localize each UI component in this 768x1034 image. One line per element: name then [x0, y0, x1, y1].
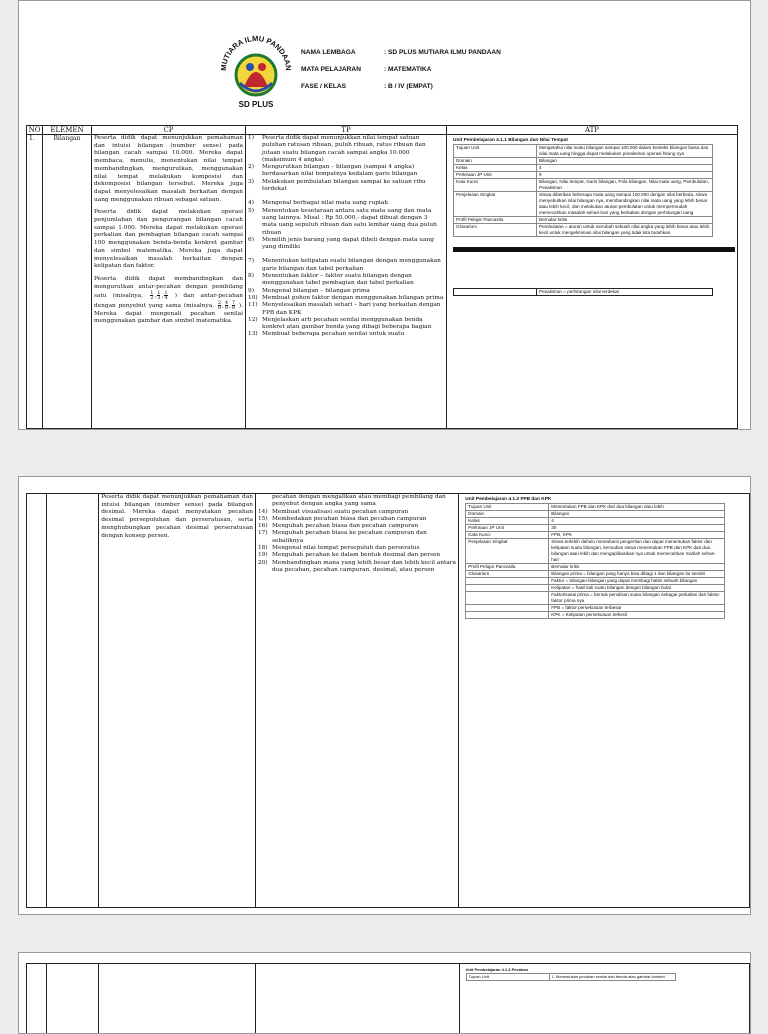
header-row-mapel — [301, 66, 501, 83]
tp-item-number: 9) — [248, 287, 254, 294]
tp-item — [248, 317, 444, 332]
page-2 — [18, 476, 751, 915]
tp-item — [258, 516, 456, 523]
unit-title: Unit Pembelajaran 4.1.1 Bilangan dan Nilai Tempat — [453, 138, 568, 143]
atp-row — [466, 511, 725, 518]
cp-cell — [92, 135, 246, 429]
tp-item — [248, 302, 444, 317]
atp-key: Tujuan Unit — [466, 504, 549, 511]
cp-paragraph: Peserta didik dapat menunjukkan pemahaman dan intuisi bilangan (number sense) pada bilangan cacah sampai 10.000. Mereka dapat membaca, menulis, menentukan nilai tempat membandingkan, mengurutkan, menggunakan nilai tempat melakukan komposisi dan dekomposisi bilangan tersebut. Mereka juga dapat menyelesaikan masalah berkaitan dengan uang menggunakan ribuan sebagai satuan. — [94, 135, 243, 203]
page-3 — [18, 952, 751, 1034]
tp-item — [248, 237, 444, 252]
atp-key: Kata Kunci — [454, 179, 537, 192]
col-header-atp: ATP — [447, 126, 738, 135]
tp-item-text: Mengenal berbagai nilai mata uang rupiah — [262, 200, 388, 207]
atp-value: 9 — [537, 172, 713, 179]
atp-extra-table — [453, 288, 713, 296]
header-value: : B / IV (EMPAT) — [384, 83, 433, 90]
atp-row — [454, 145, 713, 158]
atp-row — [454, 179, 713, 192]
elemen-cell-empty — [46, 494, 98, 908]
tp-item — [258, 560, 456, 575]
atp-key: Perkiraan JP Unit — [466, 525, 549, 532]
tp-item-text: Mengubah pecahan biasa dan pecahan campuran — [271, 523, 419, 530]
atp-value: 30 — [549, 525, 725, 532]
atp-key: Profil Pelajar Pancasila — [454, 217, 537, 224]
atp-row — [454, 158, 713, 165]
tp-item-text: Memilih jenis barang yang dapat dibeli dengan mata uang yang dimiliki — [262, 236, 434, 251]
atp-extra-value: Penaksiran = perhitungan nilai terdekat — [537, 289, 713, 296]
fraction: $\frac{2}{8}$ — [217, 300, 222, 312]
atp-key: Kelas — [466, 518, 549, 525]
atp-key: Kelas — [454, 165, 537, 172]
cp-paragraph-fractions: Peserta didik dapat membandingkan dan mengurutkan antar-pecahan dengan pembilang satu (misalnya, $\frac{1}{2}$ , $\frac{1}{3}$ , $\frac{1}{4}$ ) dan antar-pecahan dengan penyebut yang sama (misalnya, $\frac{2}{8}$ , $\frac{4}{8}$ , $\frac{7}{8}$ ). Mereka dapat mengenali pecahan senilai menggunakan gambar dan simbol matematika. — [94, 275, 244, 325]
atp-key: Profil Pelajar Pancasila — [466, 564, 549, 571]
tp-item — [248, 295, 444, 302]
tp-item — [248, 200, 444, 207]
atp-row — [466, 532, 725, 539]
tp-item-number: 6) — [248, 236, 254, 243]
tp-spacer — [248, 251, 444, 258]
tp-item-number — [258, 494, 272, 509]
tp-cell — [246, 135, 447, 429]
elemen-cell: Bilangan — [43, 135, 92, 429]
atp-key: Glosarium — [454, 224, 537, 237]
tp-item — [248, 288, 444, 295]
atp-row — [466, 612, 725, 619]
tp-item — [258, 494, 456, 509]
atp-value: Siswa diberikan beberapa mata uang sampai 100.000 dengan nilai berbeda, siswa menyebutkan nilai bilangan nya, membandingkan nilai mata uang yang lebih besar atau lebih kecil, dan melakukan aturan pembulatan untuk mempermudah memecahkan masalah sehari-hari yang berkaitan dengan perhitungan uang — [537, 192, 713, 217]
tp-item-number: 3) — [248, 178, 254, 185]
tp-item-text: Membuat pohon faktor dengan menggunakan bilangan prima — [262, 294, 444, 301]
tp-item — [258, 552, 456, 559]
tp-item-number: 11) — [248, 302, 258, 309]
tp-item-number: 18) — [257, 545, 268, 552]
tp-item-number: 12) — [248, 316, 258, 323]
atp-value: Siswa terlebih dahulu memahami pengertian dan dapat menentukan faktor dan kelipatan suatu bilangan, kemudian siswa menentukan FPB dan KPK dari dua bilangan atau lebih dan mengaplikasikan nya untuk memecahkan maslah sehari-hari — [549, 539, 725, 564]
tp-item-number: 20) — [257, 559, 268, 566]
atp-key: Tujuan Unit — [466, 974, 549, 981]
tp-item-number: 19) — [257, 552, 268, 559]
tp-spacer — [248, 193, 444, 200]
atp-key — [466, 605, 549, 612]
tp-item-text: Menentukan kelipatan suatu bilangan dengan menggunakan garis bilangan dan tabel perkalian — [262, 258, 441, 272]
atp-value: 4 — [549, 518, 725, 525]
tp-item-text: Membandingkan mana yang lebih besar dan lebih kecil antara dua pecahan, pecahan campuran, desimal, atau persen — [271, 559, 456, 573]
curriculum-table-continued — [26, 963, 750, 1034]
atp-row — [466, 592, 725, 605]
tp-list — [258, 494, 456, 574]
tp-item-number: 8) — [248, 273, 254, 280]
tp-item-number: 2) — [248, 164, 254, 171]
tp-list — [248, 135, 444, 339]
tp-item-number: 10) — [248, 294, 258, 301]
atp-row — [466, 504, 725, 511]
row-number: 1. — [27, 135, 43, 429]
col-header-elemen: ELEMEN — [43, 126, 92, 135]
tp-item-text: Menyelesaikan masalah sehari – hari yang berkaitan dengan FPB dan KPK — [262, 302, 441, 316]
fraction: $\frac{4}{8}$ — [224, 300, 229, 312]
tp-item — [248, 179, 444, 194]
atp-value: Bilangan — [549, 511, 725, 518]
page-1 — [18, 0, 751, 430]
atp-table — [465, 503, 725, 619]
atp-key: Glosarium — [466, 571, 549, 578]
atp-value: Bilangan — [537, 158, 713, 165]
separator-bar — [453, 247, 735, 252]
tp-item — [258, 509, 456, 516]
tp-item-text: Mengubah pecahan ke dalam bentuk desimal dan persen — [271, 552, 441, 559]
tp-cell-empty — [256, 964, 459, 1034]
atp-row — [466, 585, 725, 592]
row-number-empty — [27, 964, 47, 1034]
atp-key — [466, 585, 549, 592]
header-key: FASE / KELAS — [301, 83, 347, 90]
atp-table — [466, 973, 676, 981]
header-value: : SD PLUS MUTIARA ILMU PANDAAN — [384, 49, 501, 56]
atp-row — [466, 539, 725, 564]
curriculum-table-continued — [26, 493, 750, 908]
tp-item-text: Membuat visualisasi suatu pecahan campuran — [271, 508, 409, 515]
tp-item — [248, 164, 444, 179]
tp-item — [258, 545, 456, 552]
tp-item-number: 4) — [248, 200, 254, 207]
atp-row — [454, 217, 713, 224]
atp-value: Bilangan prima = bilangan yang hanya bisa dibagi 1 dan bilangan itu sendiri — [549, 571, 725, 578]
fraction: $\frac{7}{8}$ — [231, 300, 236, 312]
cp-cell-empty — [99, 964, 256, 1034]
tp-item-number: 15) — [257, 515, 268, 522]
tp-item-text: Mengenal nilai tempat persepuluh dan perseratus — [271, 545, 420, 552]
unit-title: Unit Pembelajaran 4.1.3 Pecahan — [465, 967, 529, 972]
document-header — [301, 49, 501, 100]
fraction: $\frac{1}{2}$ — [150, 290, 154, 302]
school-logo — [214, 23, 299, 113]
atp-key — [466, 592, 549, 605]
atp-value: Pembulatan = aturan untuk merubah sebuah nilai angka yang lebih besar atau lebih kecil untuk mengeliminasi nilai bilangan yang tidak kita butuhkan — [537, 224, 713, 237]
tp-item — [248, 273, 444, 288]
atp-row — [466, 564, 725, 571]
curriculum-table — [26, 125, 738, 429]
tp-item — [258, 523, 456, 530]
atp-key — [466, 612, 549, 619]
header-row-fase — [301, 83, 501, 100]
tp-item-number: 17) — [257, 530, 268, 537]
header-key: NAMA LEMBAGA — [301, 49, 356, 56]
tp-item — [248, 208, 444, 237]
cp-cell — [99, 494, 256, 908]
tp-item-text: Melakukan pembulatan bilangan sampai ke satuan ribu terdekat — [262, 178, 426, 193]
atp-row — [454, 172, 713, 179]
tp-item-text: Mengurutkan bilangan – bilangan (sampai 4 angka) berdasarkan nilai tempatnya kedalam garis bilangan — [262, 164, 418, 178]
tp-item — [258, 530, 456, 545]
cp-text: Peserta didik dapat membandingkan dan mengurutkan antar-pecahan dengan pembilang satu (misalnya, — [94, 275, 243, 300]
atp-key — [466, 578, 549, 585]
header-value: : MATEMATIKA — [384, 66, 432, 73]
cp-paragraph: Peserta didik dapat menunjukkan pemahaman dan intuisi bilangan (number sense) pada bilangan desimal. Mereka dapat menyatakan pecahan desimal persepuluhan dan perseratusan, serta menghubungkan pecahan desimal perseratusan dengan konsep persen. — [101, 494, 253, 539]
col-header-no: NO — [27, 126, 43, 135]
tp-item-number: 13) — [248, 331, 258, 338]
atp-key: Penjelasan Singkat — [454, 192, 537, 217]
tp-item-text: pecahan dengan mengalikan atau membagi pembilang dan penyebut dengan angka yang sama — [271, 494, 446, 508]
atp-value: Faktor = bilangan-bilangan yang dapat membagi habis sebuah bilangan — [549, 578, 725, 585]
atp-row — [466, 578, 725, 585]
atp-value: Kelipatan = hasil kali suatu bilangan dengan bilangan bulat — [549, 585, 725, 592]
tp-item — [248, 135, 444, 164]
atp-key: Tujuan Unit — [454, 145, 537, 158]
atp-key: Penjelasan Singkat — [466, 539, 549, 564]
col-header-cp: CP — [92, 126, 246, 135]
elemen-cell-empty — [46, 964, 99, 1034]
atp-value: Bernalar kritis — [537, 217, 713, 224]
tp-item — [248, 258, 444, 273]
tp-item-number: 14) — [257, 508, 268, 515]
tp-item-text: Peserta didik dapat menunjukkan nilai tempat satuan puluhan ratusan ribuan, puluh ribuan, ratus ribuan dan jutaan suatu bilangan cacah sampai angka 10.000 (maksimum 4 angka) — [262, 135, 426, 163]
logo-caption: SD PLUS — [238, 100, 274, 109]
tp-item-text: Mengenal bilangan – bilangan prima — [262, 287, 370, 294]
tp-cell — [255, 494, 458, 908]
atp-row — [466, 525, 725, 532]
header-key: MATA PELAJARAN — [301, 66, 361, 73]
atp-value: Faktorisasai prima = bentuk penulisan suatu bilangan sebagai perkalian dari faktor-faktor prima nya — [549, 592, 725, 605]
fraction: $\frac{1}{3}$ — [157, 290, 161, 302]
atp-row — [466, 605, 725, 612]
atp-key: Domain — [466, 511, 549, 518]
fraction: $\frac{1}{4}$ — [164, 290, 168, 302]
logo-arc-text: MUTIARA ILMU PANDAAN — [218, 33, 294, 72]
tp-item-text: Membedakan pecahan biasa dan pecahan campuran — [271, 515, 427, 522]
col-header-tp: TP — [246, 126, 447, 135]
atp-cell — [459, 494, 750, 908]
tp-item-text: Mengubah pecahan biasa ke pecahan campuran dan sebaliknya — [271, 530, 427, 544]
tp-item-number: 1) — [248, 135, 254, 141]
cp-text: ). Mereka dapat mengenali pecahan senilai menggunakan gambar dan simbol matematika. — [94, 303, 244, 325]
tp-item-number: 16) — [257, 523, 268, 530]
atp-row — [466, 571, 725, 578]
atp-key: Domain — [454, 158, 537, 165]
atp-value: 4 — [537, 165, 713, 172]
atp-row — [466, 518, 725, 525]
tp-item-number: 5) — [248, 207, 254, 214]
atp-value: Bernalar kritis — [549, 564, 725, 571]
header-row-lembaga — [301, 49, 501, 66]
tp-item-text: Menentukan kesetaraan antara satu mata uang dan mata uang lainnya. Misal : Rp 50.000,- dapat dibuat dengan 3 mata uang sepuluh ribuan dan satu lembar uang dua puluh ribuan — [262, 207, 437, 236]
unit-title: Unit Pembelajaran 4.1.2 FPB dan KPK — [465, 497, 552, 502]
atp-cell — [447, 135, 738, 429]
atp-row — [454, 192, 713, 217]
atp-value: FPB = faktor persekutuan terbesar — [549, 605, 725, 612]
tp-item-text: Menentukan faktor – faktor suatu bilangan dengan menggunakan tabel pembagian dan tabel perkalian — [262, 273, 414, 287]
cp-text: ) dan antar-pecahan dengan penyebut yang sama (misalnya, — [94, 293, 243, 310]
atp-key: Kata Kunci — [466, 532, 549, 539]
atp-cell — [459, 964, 749, 1034]
tp-item-number: 7) — [248, 258, 254, 265]
atp-row — [454, 165, 713, 172]
atp-value: FPB, KPK — [549, 532, 725, 539]
row-number-empty — [27, 494, 47, 908]
atp-key: Perkiraan JP Unit — [454, 172, 537, 179]
atp-table — [453, 144, 713, 237]
tp-item — [248, 331, 444, 338]
atp-value: 1. Menentukan pecahan senilai dari benda atau gambar konkret — [549, 974, 675, 981]
atp-value: Bilangan, Nilai tempat, Garis bilangan, Pola bilangan, Nilai mata uang, Pembulatan, Penaksiran — [537, 179, 713, 192]
tp-item-text: Menjelaskan arti pecahan senilai menggunakan benda konkret atau gambar benda yang dibagi beberapa bagian — [262, 316, 432, 331]
atp-row — [454, 224, 713, 237]
atp-value: Menentukan FPB dan KPK dari dua bilangan atau lebih — [549, 504, 725, 511]
cp-paragraph: Peserta didik dapat melakukan operasi penjumlahan dan pengurangan bilangan cacah sampai 1.000. Mereka dapat melakukan operasi perkalian dan pembagian bilangan cacah sampai 100 menggunakan benda-benda konkret gambar dan simbol matematika. Mereka juga dapat menyelesaikan masalah berkaitan dengan kelipatan dan faktor. — [94, 209, 243, 270]
tp-item-text: Membuat beberapa pecahan senilai untuk suatu — [262, 331, 405, 338]
atp-value: KPK = Kelipatan persekutuan terkecil — [549, 612, 725, 619]
atp-value: Mengetahui nilai suatu bilangan sampai 100.000 dalam konteks bilangan biasa dan nilai mata uang hingga dapat melakukan penaksiran operasi hitung nya — [537, 145, 713, 158]
